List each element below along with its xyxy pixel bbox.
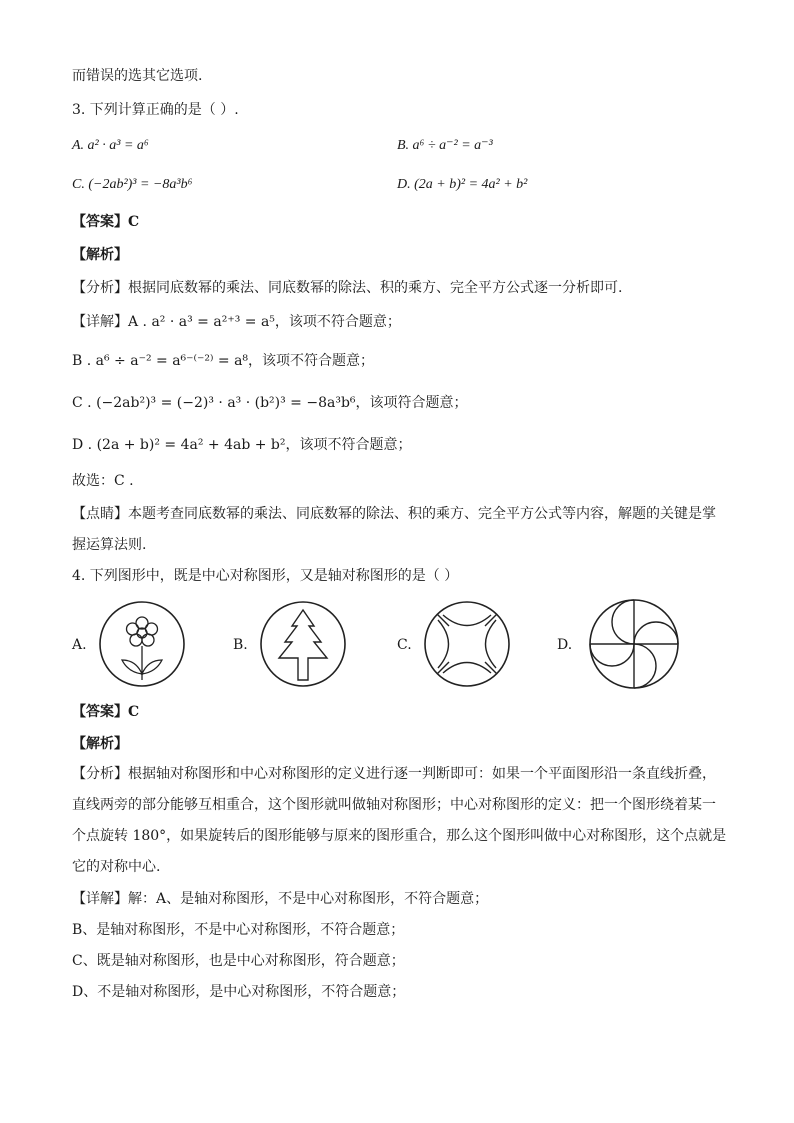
fig-label-a: A. xyxy=(72,637,87,653)
figure-d-pinwheel xyxy=(588,598,680,690)
figure-a-flower xyxy=(98,600,186,688)
detail-3c: C . (−2ab²)³ = (−2)³ · a³ · (b²)³ = −8a³b⁶，该项符合题意； xyxy=(72,395,468,411)
answer-3: 【答案】C xyxy=(72,214,140,230)
detail-4c: C、既是轴对称图形，也是中心对称图形，符合题意； xyxy=(72,953,405,969)
detail-4b: B、是轴对称图形，不是中心对称图形，不符合题意； xyxy=(72,922,405,938)
detail-4a: 【详解】解：A、是轴对称图形，不是中心对称图形，不符合题意； xyxy=(72,891,489,907)
q3-option-d: D. (2a + b)² = 4a² + b² xyxy=(397,177,528,192)
comment-3b: 握运算法则. xyxy=(72,537,147,553)
figure-b-tree xyxy=(259,600,347,688)
analysis-header-3: 【解析】 xyxy=(72,247,128,263)
detail-4d: D、不是轴对称图形，是中心对称图形，不符合题意； xyxy=(72,984,406,1000)
fig-label-b: B. xyxy=(233,637,248,653)
analysis-4c: 个点旋转 180°，如果旋转后的图形能够与原来的图形重合，那么这个图形叫做中心对称图形，这个点就是 xyxy=(72,828,727,844)
analysis-4b: 直线两旁的部分能够互相重合，这个图形就叫做轴对称图形；中心对称图形的定义：把一个图形绕着某一 xyxy=(72,797,716,813)
analysis-3: 【分析】根据同底数幂的乘法、同底数幂的除法、积的乘方、完全平方公式逐一分析即可. xyxy=(72,280,623,296)
detail-3d: D . (2a + b)² = 4a² + 4ab + b²，该项不符合题意； xyxy=(72,437,412,453)
detail-3b: B . a⁶ ÷ a⁻² = a⁶⁻⁽⁻²⁾ = a⁸，该项不符合题意； xyxy=(72,353,375,369)
fig-label-d: D. xyxy=(557,637,573,653)
answer-4: 【答案】C xyxy=(72,704,140,720)
analysis-4a: 【分析】根据轴对称图形和中心对称图形的定义进行逐一判断即可：如果一个平面图形沿一条直线折叠， xyxy=(72,766,716,782)
text-line: 而错误的选其它选项. xyxy=(72,68,203,84)
detail-3a: 【详解】A . a² · a³ = a²⁺³ = a⁵，该项不符合题意； xyxy=(72,314,401,330)
q3-option-c: C. (−2ab²)³ = −8a³b⁶ xyxy=(72,177,193,192)
analysis-4d: 它的对称中心. xyxy=(72,859,161,875)
question-4: 4. 下列图形中，既是中心对称图形，又是轴对称图形的是（ ） xyxy=(72,568,459,584)
q3-option-b: B. a⁶ ÷ a⁻² = a⁻³ xyxy=(397,138,493,153)
figure-c-arcs xyxy=(423,600,511,688)
comment-3a: 【点睛】本题考查同底数幂的乘法、同底数幂的除法、积的乘方、完全平方公式等内容，解题的关键是掌 xyxy=(72,506,716,522)
q3-option-a: A. a² · a³ = a⁶ xyxy=(72,138,149,153)
question-3: 3. 下列计算正确的是（ ）. xyxy=(72,102,239,118)
analysis-header-4: 【解析】 xyxy=(72,736,128,752)
choice-3: 故选：C . xyxy=(72,473,134,489)
fig-label-c: C. xyxy=(397,637,412,653)
